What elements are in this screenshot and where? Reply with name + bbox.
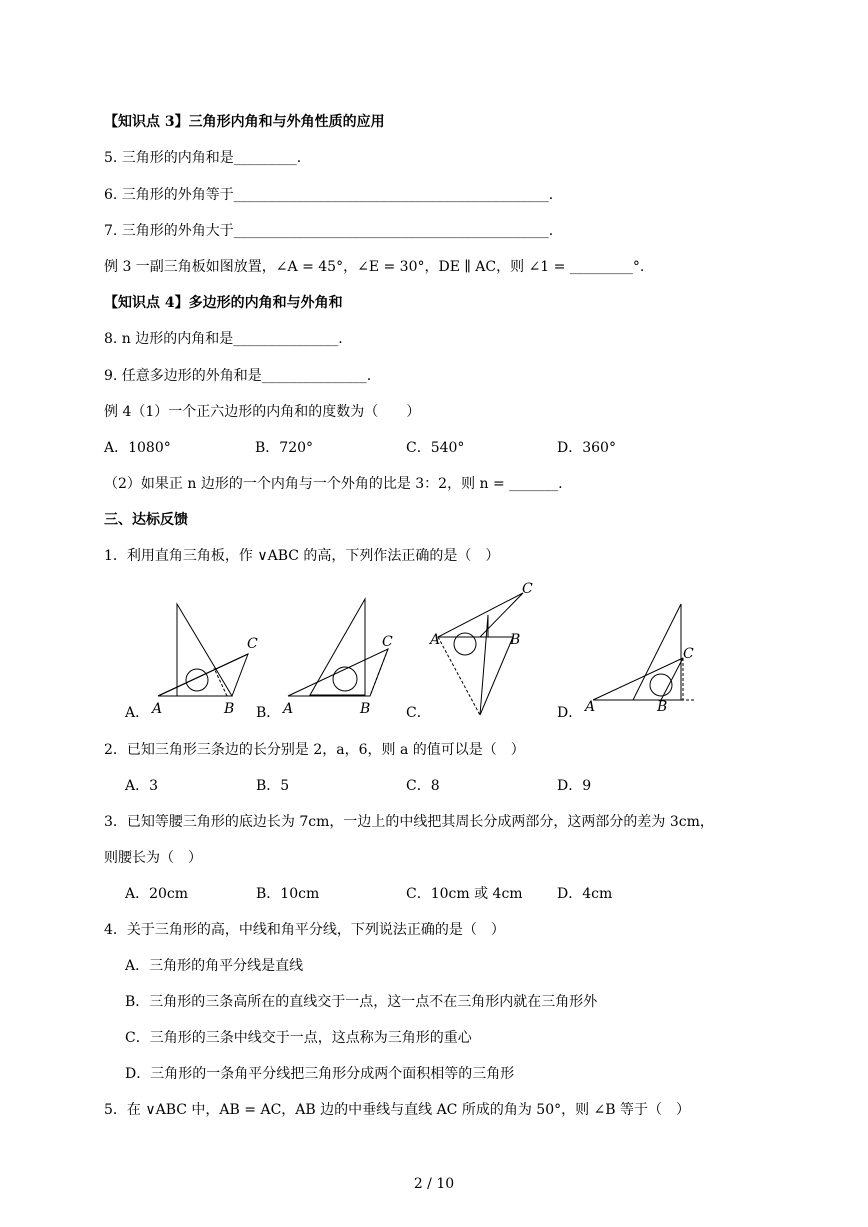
p2-option-a: A．3 [125,778,159,794]
fig-c-label-b: B [510,632,521,648]
p2-option-b: B．5 [256,778,290,794]
problem-5-stem: 5．在 ∨ABC 中，AB = AC，AB 边的中垂线与直线 AC 所成的角为 50°，则 ∠B 等于（ ） [104,1102,691,1118]
question-9: 9. 任意多边形的外角和是_______________. [104,368,372,384]
fig-d-label-b: B [657,699,668,715]
fig-b-label-c: C [382,634,393,650]
example-3: 例 3 一副三角板如图放置，∠A = 45°，∠E = 30°，DE ∥ AC，则 ∠1 = _________°. [104,259,645,275]
fig-a-label-a: A [152,701,163,717]
p4-option-d: D．三角形的一条角平分线把三角形分成两个面积相等的三角形 [125,1066,515,1082]
section-3-heading: 【知识点 3】三角形内角和与外角性质的应用 [104,114,385,130]
feedback-heading: 三、达标反馈 [104,512,188,528]
ex4-option-d: D．360° [557,440,616,456]
fig-d-label-c: C [683,646,694,662]
p3-option-a: A．20cm [125,886,189,902]
fig-a-label-c: C [247,636,258,652]
problem-3-stem: 3．已知等腰三角形的底边长为 7cm，一边上的中线把其周长分成两部分，这两部分的差为 3cm， [104,814,714,830]
p1-option-d: D． [557,705,583,721]
ex4-option-a: A．1080° [104,440,171,456]
p2-option-d: D．9 [557,778,592,794]
p1-option-c: C． [406,705,431,721]
problem-1-stem: 1．利用直角三角板，作 ∨ABC 的高，下列作法正确的是（ ） [104,548,500,564]
page-number: 2 / 10 [413,1176,455,1192]
ex4-option-c: C．540° [406,440,465,456]
p3-option-c: C．10cm 或 4cm [406,886,523,902]
p3-option-d: D．4cm [557,886,613,902]
figure-a [150,600,260,705]
fig-b-label-a: A [283,701,294,717]
question-8: 8. n 边形的内角和是_______________. [104,331,343,347]
question-5: 5. 三角形的内角和是_________. [104,150,302,166]
fig-c-label-c: C [522,581,533,597]
p4-option-a: A．三角形的角平分线是直线 [125,958,304,974]
p2-option-c: C．8 [406,778,440,794]
problem-2-stem: 2．已知三角形三条边的长分别是 2，a，6，则 a 的值可以是（ ） [104,742,525,758]
example-4-part-2: （2）如果正 n 边形的一个内角与一个外角的比是 3：2，则 n = _______. [104,476,563,492]
p4-option-b: B．三角形的三条高所在的直线交于一点，这一点不在三角形内就在三角形外 [125,994,598,1010]
fig-d-label-a: A [585,699,596,715]
question-6: 6. 三角形的外角等于_____________________________________________. [104,187,554,203]
question-7: 7. 三角形的外角大于_____________________________________________. [104,223,554,239]
p1-option-b: B． [256,705,281,721]
figure-b [280,595,395,705]
fig-b-label-b: B [360,701,371,717]
p4-option-c: C．三角形的三条中线交于一点，这点称为三角形的重心 [125,1030,472,1046]
section-4-heading: 【知识点 4】多边形的内角和与外角和 [104,295,343,311]
example-4-part-1: 例 4（1）一个正六边形的内角和的度数为（ ） [104,404,421,420]
p1-option-a: A． [125,705,150,721]
fig-c-label-a: A [430,632,441,648]
fig-a-label-b: B [224,701,235,717]
figure-c [428,585,538,720]
problem-3-stem-cont: 则腰长为（ ） [104,850,202,866]
p3-option-b: B．10cm [256,886,320,902]
ex4-option-b: B．720° [255,440,314,456]
problem-4-stem: 4．关于三角形的高，中线和角平分线，下列说法正确的是（ ） [104,922,505,938]
